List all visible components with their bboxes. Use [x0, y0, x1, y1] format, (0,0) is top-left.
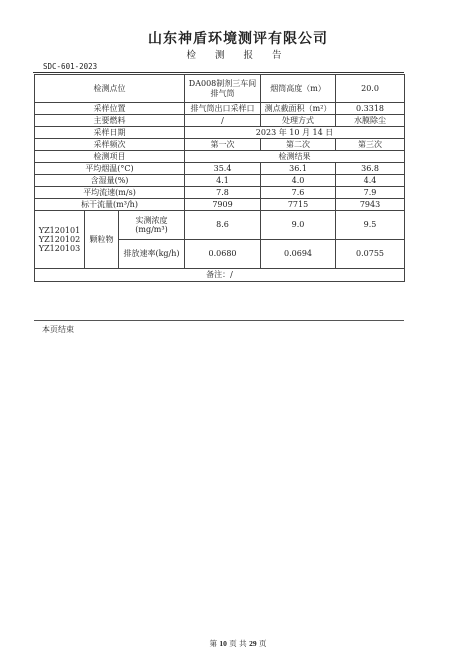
total-pages: 29 — [249, 639, 257, 648]
table-row — [35, 103, 405, 115]
sample-code: YZ120103 — [38, 244, 81, 254]
area-value: 0.3318 — [336, 103, 405, 115]
table-row — [35, 75, 405, 103]
document-number: SDC-601-2023 — [43, 62, 98, 71]
row-label: 平均烟温(°C) — [35, 163, 185, 175]
date-label: 采样日期 — [35, 127, 185, 139]
fuel-value: / — [185, 115, 261, 127]
footer-prefix: 第 — [209, 639, 218, 648]
value-cell: 7.8 — [185, 187, 261, 199]
treatment-value: 水膜除尘 — [336, 115, 405, 127]
frequency-3: 第三次 — [336, 139, 405, 151]
value-cell: 0.0680 — [185, 240, 261, 269]
value-cell: 7.9 — [336, 187, 405, 199]
footer-suffix: 页 — [258, 639, 267, 648]
stack-height-label: 烟筒高度（m） — [261, 75, 336, 103]
emission-rate-label: 排放速率(kg/h) — [119, 240, 185, 269]
concentration-label: 实测浓度(mg/m³) — [119, 211, 185, 240]
page-number: 10 — [219, 639, 227, 648]
table-row — [35, 269, 405, 282]
table-row — [35, 139, 405, 151]
item-label: 检测项目 — [35, 151, 185, 163]
area-label: 测点截面积（m²） — [261, 103, 336, 115]
value-cell: 36.8 — [336, 163, 405, 175]
value-cell: 8.6 — [185, 211, 261, 240]
location-value: 排气筒出口采样口 — [185, 103, 261, 115]
value-cell: 4.4 — [336, 175, 405, 187]
header-rule — [33, 72, 404, 73]
value-cell: 9.0 — [261, 211, 336, 240]
table-row — [35, 163, 405, 175]
value-cell: 7943 — [336, 199, 405, 211]
sample-code: YZ120101 — [38, 225, 81, 235]
value-cell: 0.0755 — [336, 240, 405, 269]
sample-code: YZ120102 — [38, 234, 81, 244]
value-cell: 36.1 — [261, 163, 336, 175]
sample-codes — [35, 211, 85, 269]
value-cell: 7715 — [261, 199, 336, 211]
end-rule — [34, 320, 404, 321]
fuel-label: 主要燃料 — [35, 115, 185, 127]
frequency-2: 第二次 — [261, 139, 336, 151]
frequency-label: 采样频次 — [35, 139, 185, 151]
table-row — [35, 151, 405, 163]
table-row — [35, 127, 405, 139]
row-label: 平均流速(m/s) — [35, 187, 185, 199]
point-value: DA008制剂三车间排气筒 — [185, 75, 261, 103]
value-cell: 4.1 — [185, 175, 261, 187]
location-label: 采样位置 — [35, 103, 185, 115]
row-label: 含湿量(%) — [35, 175, 185, 187]
remark: 备注：/ — [35, 269, 405, 282]
point-label: 检测点位 — [35, 75, 185, 103]
emission-report-table — [34, 74, 405, 282]
table-row — [35, 187, 405, 199]
company-name: 山东神盾环境测评有限公司 — [148, 31, 328, 47]
row-label: 标干流量(m³/h) — [35, 199, 185, 211]
pollutant-name: 颗粒物 — [85, 211, 119, 269]
table-row — [35, 175, 405, 187]
frequency-1: 第一次 — [185, 139, 261, 151]
report-subtitle: 检 测 报 告 — [186, 50, 290, 61]
footer-middle: 页 共 — [229, 639, 247, 648]
value-cell: 9.5 — [336, 211, 405, 240]
page-footer — [0, 638, 476, 649]
table-row — [35, 211, 405, 240]
end-of-page-text: 本页结束 — [42, 325, 74, 334]
value-cell: 7.6 — [261, 187, 336, 199]
value-cell: 35.4 — [185, 163, 261, 175]
table-row — [35, 199, 405, 211]
table-row — [35, 115, 405, 127]
value-cell: 4.0 — [261, 175, 336, 187]
stack-height-value: 20.0 — [336, 75, 405, 103]
date-value: 2023 年 10 月 14 日 — [185, 127, 405, 139]
value-cell: 7909 — [185, 199, 261, 211]
result-label: 检测结果 — [185, 151, 405, 163]
treatment-label: 处理方式 — [261, 115, 336, 127]
value-cell: 0.0694 — [261, 240, 336, 269]
